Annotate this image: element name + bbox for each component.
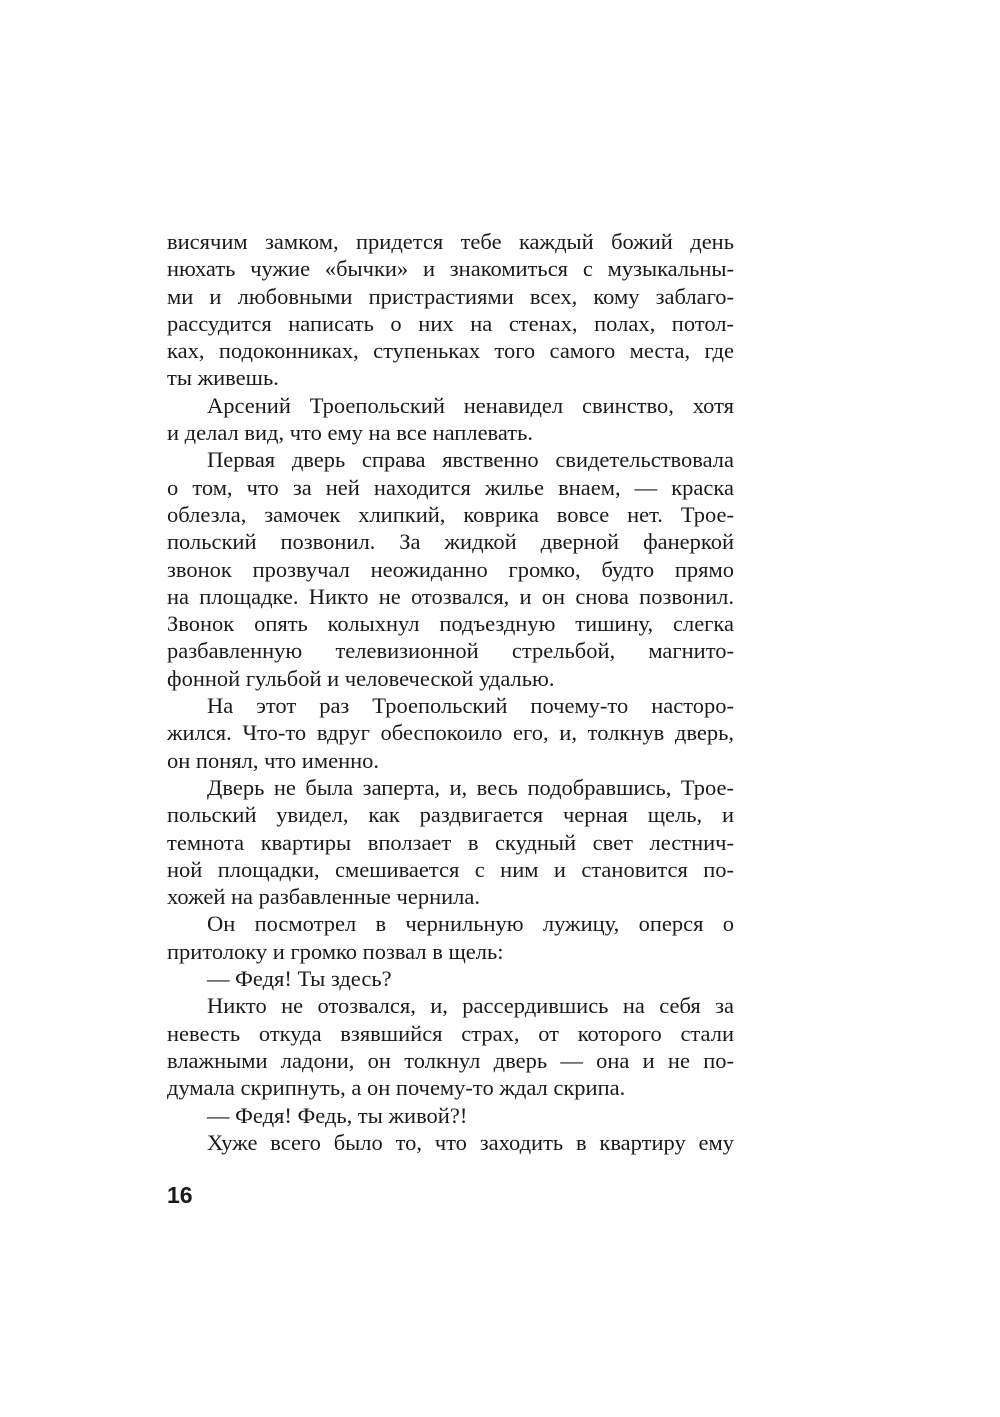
text-line: он понял, что именно. [167, 747, 380, 773]
paragraph [167, 228, 734, 392]
text-line: звонок прозвучал неожиданно громко, будто прямо [167, 556, 734, 582]
text-line: — Федя! Федь, ты живой?! [207, 1102, 468, 1128]
text-line: думала скрипнуть, а он почему-то ждал скрипа. [167, 1075, 626, 1101]
paragraph [167, 1102, 734, 1129]
body-text [167, 228, 734, 1156]
text-line: темнота квартиры вползает в скудный свет лестнич- [167, 829, 734, 855]
text-line: польский увидел, как раздвигается черная щель, и [167, 802, 734, 828]
text-line: Первая дверь справа явственно свидетельствовала [207, 447, 734, 473]
text-line: ной площадки, смешивается с ним и становится по- [167, 856, 734, 882]
text-line: Хуже всего было то, что заходить в квартиру ему [207, 1129, 734, 1155]
text-line: влажными ладони, он толкнул дверь — она и не по- [167, 1047, 734, 1073]
text-line: Он посмотрел в чернильную лужицу, оперся о [207, 911, 734, 937]
paragraph [167, 692, 734, 774]
paragraph [167, 392, 734, 447]
text-line: — Федя! Ты здесь? [207, 966, 392, 992]
text-line: Арсений Троепольский ненавидел свинство, хотя [207, 392, 734, 418]
text-line: Дверь не была заперта, и, весь подобравшись, Трое- [207, 774, 734, 800]
text-line: Никто не отозвался, и, рассердившись на себя за [207, 993, 734, 1019]
text-line: нюхать чужие «бычки» и знакомиться с музыкальны- [167, 256, 734, 282]
text-line: разбавленную телевизионной стрельбой, магнито- [167, 638, 734, 664]
text-line: Звонок опять колыхнул подъездную тишину, слегка [167, 611, 734, 637]
text-line: и делал вид, что ему на все наплевать. [167, 420, 534, 446]
text-line: на площадке. Никто не отозвался, и он снова позвонил. [167, 583, 734, 609]
text-line: висячим замком, придется тебе каждый божий день [167, 229, 734, 254]
text-line: На этот раз Троепольский почему-то насторо- [207, 693, 734, 719]
paragraph [167, 992, 734, 1101]
text-line: ках, подоконниках, ступеньках того самого места, где [167, 338, 734, 364]
text-line: фонной гульбой и человеческой удалью. [167, 665, 555, 691]
page-number: 16 [167, 1182, 193, 1208]
text-line: жился. Что-то вдруг обеспокоило его, и, толкнув дверь, [167, 720, 734, 746]
text-line: ми и любовными пристрастиями всех, кому заблаго- [167, 283, 734, 309]
paragraph [167, 446, 734, 692]
text-line: ты живешь. [167, 365, 279, 391]
text-line: хожей на разбавленные чернила. [167, 884, 481, 910]
text-line: рассудится написать о них на стенах, полах, потол- [167, 310, 734, 336]
paragraph [167, 1129, 734, 1156]
paragraph [167, 910, 734, 965]
paragraph [167, 774, 734, 910]
text-line: облезла, замочек хлипкий, коврика вовсе нет. Трое- [167, 501, 734, 527]
text-line: невесть откуда взявшийся страх, от которого стали [167, 1020, 734, 1046]
text-line: о том, что за ней находится жилье внаем, — краска [167, 474, 734, 500]
text-line: притолоку и громко позвал в щель: [167, 938, 504, 964]
text-line: польский позвонил. За жидкой дверной фанеркой [167, 529, 734, 555]
paragraph [167, 965, 734, 992]
